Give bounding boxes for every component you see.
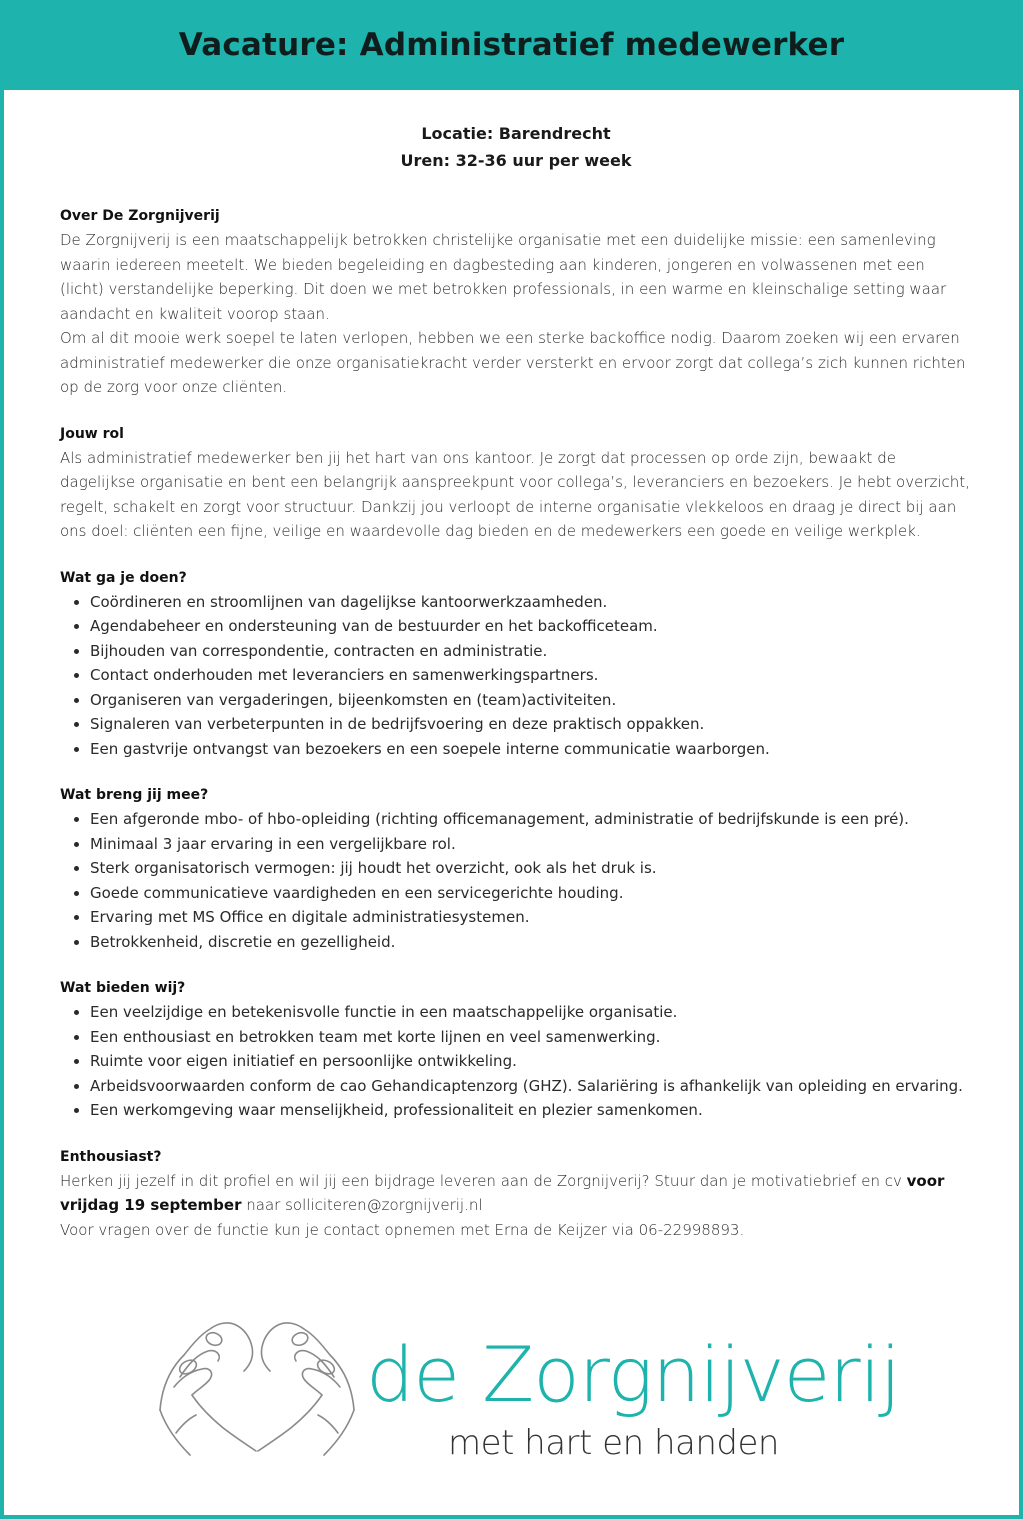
section-tasks (60, 566, 972, 762)
paragraph: Om al dit mooie werk soepel te laten verlopen, hebben we een sterke backoffice nodig. Daarom zoeken wij een ervaren administratief medewerker die onze organisatiekracht verder versterkt en ervoor zorgt dat collega’s zich kunnen richten op de zorg voor onze cliënten. (60, 329, 966, 396)
brand-wordmark: de Zorgnijverij (366, 1330, 900, 1419)
section-heading: Wat breng jij mee? (60, 787, 209, 803)
brand-tagline: met hart en handen (448, 1423, 779, 1463)
section-apply (60, 1145, 972, 1243)
page-title: Vacature: Administratief medewerker (178, 27, 845, 63)
list-item: • Coördineren en stroomlijnen van dagelijkse kantoorwerkzaamheden. (90, 590, 972, 615)
section-offer (60, 976, 972, 1123)
list-item: • Bijhouden van correspondentie, contracten en administratie. (90, 639, 972, 664)
list-item: • Een afgeronde mbo- of hbo-opleiding (richting officemanagement, administratie of bedrijfskunde is een pré). (90, 807, 972, 832)
list-item: • Ruimte voor eigen initiatief en persoonlijke ontwikkeling. (90, 1049, 972, 1074)
section-heading: Wat bieden wij? (60, 980, 186, 996)
section-about (60, 204, 972, 400)
list-item: • Arbeidsvoorwaarden conform de cao Gehandicaptenzorg (GHZ). Salariëring is afhankelijk van opleiding en ervaring. (90, 1074, 972, 1099)
section-role (60, 422, 972, 544)
list-item: • Een veelzijdige en betekenisvolle functie in een maatschappelijke organisatie. (90, 1000, 972, 1025)
heart-hands-icon (152, 1315, 362, 1465)
paragraph: De Zorgnijverij is een maatschappelijk betrokken christelijke organisatie met een duidelijke missie: een samenleving waarin iedereen meetelt. We bieden begeleiding en dagbesteding aan kinderen, jongeren en volwassenen met een (licht) verstandelijke beperking. Dit doen we met betrokken professionals, in een warme en kleinschalige setting waar aandacht en kwaliteit voorop staan. (60, 231, 947, 323)
task-list (60, 590, 972, 762)
hours: Uren: 32-36 uur per week (400, 151, 632, 170)
list-item: • Ervaring met MS Office en digitale administratiesystemen. (90, 905, 972, 930)
list-item: • Goede communicatieve vaardigheden en een servicegerichte houding. (90, 881, 972, 906)
section-heading: Wat ga je doen? (60, 569, 187, 586)
section-requirements (60, 783, 972, 954)
contact-text: Voor vragen over de functie kun je contact opnemen met Erna de Keijzer via 06-22998893. (60, 1220, 745, 1239)
list-item: • Minimaal 3 jaar ervaring in een vergelijkbare rol. (90, 832, 972, 857)
job-meta (60, 120, 972, 174)
apply-text-2: naar (241, 1196, 286, 1214)
offer-list (60, 1000, 972, 1123)
list-item: • Een werkomgeving waar menselijkheid, professionaliteit en plezier samenkomen. (90, 1098, 972, 1123)
list-item: • Contact onderhouden met leveranciers en samenwerkingspartners. (90, 663, 972, 688)
list-item: • Agendabeheer en ondersteuning van de bestuurder en het backofficeteam. (90, 614, 972, 639)
logo (4, 1315, 1019, 1515)
apply-text-1: Herken jij jezelf in dit profiel en wil jij een bijdrage leveren aan de Zorgnijverij? Stuur dan je motivatiebrief en cv (60, 1171, 907, 1190)
list-item: • Organiseren van vergaderingen, bijeenkomsten en (team)activiteiten. (90, 688, 972, 713)
list-item: • Sterk organisatorisch vermogen: jij houdt het overzicht, ook als het druk is. (90, 856, 972, 881)
paragraph: Als administratief medewerker ben jij het hart van ons kantoor. Je zorgt dat processen op orde zijn, bewaakt de dagelijkse organisatie en bent een belangrijk aanspreekpunt voor collega’s, leveranciers en bezoekers. Je hebt overzicht, regelt, schakelt en zorgt voor structuur. Dankzij jou verloopt de interne organisatie vlekkeloos en draag je direct bij aan ons doel: cliënten een fijne, veilige en waardevolle dag bieden en de medewerkers een goede en veilige werkplek. (60, 448, 970, 540)
section-heading: Jouw rol (60, 425, 124, 442)
apply-text (60, 1169, 972, 1218)
list-item: • Een enthousiast en betrokken team met korte lijnen en veel samenwerking. (90, 1025, 972, 1050)
list-item: • Signaleren van verbeterpunten in de bedrijfsvoering en deze praktisch oppakken. (90, 712, 972, 737)
deadline: voor vrijdag 19 september (60, 1171, 945, 1214)
requirement-list (60, 807, 972, 954)
content-panel (4, 90, 1019, 1515)
list-item: • Een gastvrije ontvangst van bezoekers en een soepele interne communicatie waarborgen. (90, 737, 972, 762)
section-heading: Enthousiast? (60, 1148, 162, 1165)
header-bar (0, 0, 1023, 90)
email-link[interactable]: solliciteren@zorgnijverij.nl (285, 1196, 483, 1214)
location: Locatie: Barendrecht (421, 124, 611, 143)
section-heading: Over De Zorgnijverij (60, 208, 220, 224)
list-item: • Betrokkenheid, discretie en gezelligheid. (90, 930, 972, 955)
content-body (60, 90, 972, 1242)
